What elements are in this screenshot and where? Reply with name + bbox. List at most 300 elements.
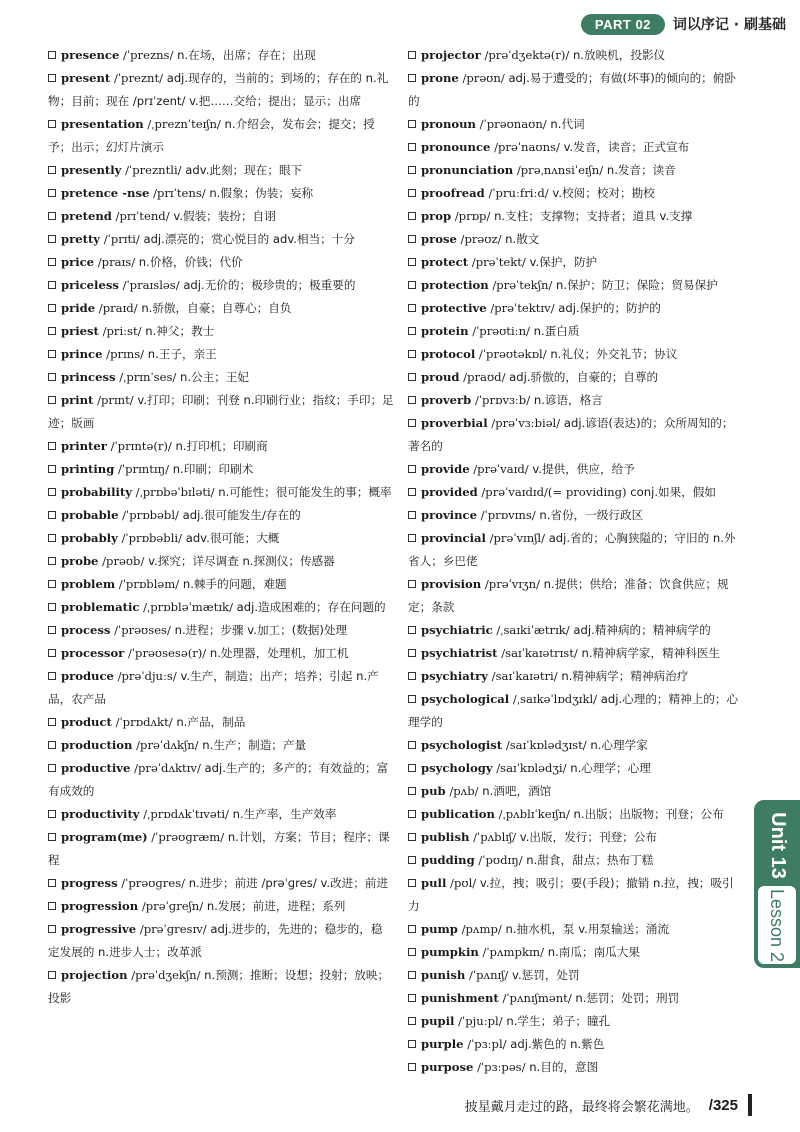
vocab-phonetic: /ˈprezntli/ [125,163,182,177]
checkbox-icon[interactable] [48,74,56,82]
checkbox-icon[interactable] [408,1040,416,1048]
vocab-definition: v.打印；印刷；刊登 n.印刷行业；指纹；手印；足迹；版画 [48,393,394,430]
vocab-phonetic: /ˈpruːfriːd/ [488,186,549,200]
vocab-word: pretend [61,209,112,223]
checkbox-icon[interactable] [408,488,416,496]
checkbox-icon[interactable] [408,212,416,220]
vocab-word: present [61,71,111,85]
vocab-phonetic: /ˈpʌnɪʃmənt/ [502,991,572,1005]
checkbox-icon[interactable] [48,810,56,818]
vocab-phonetic: /praʊd/ [463,370,506,384]
checkbox-icon[interactable] [408,74,416,82]
vocab-phonetic: /saɪˈkaɪətri/ [491,669,558,683]
vocab-word: printing [61,462,115,476]
vocab-phonetic: /ˈpɜːpəs/ [477,1060,526,1074]
vocab-phonetic: /prɪˈtend/ [115,209,170,223]
vocab-definition: adj.心理的；精神上的；心理学的 [408,692,739,729]
vocab-definition: n.神父；教士 [145,324,215,338]
vocab-word: provide [421,462,470,476]
vocab-definition: adj.现存的，当前的；到场的；存在的 n.礼物；目前；现在 /prɪˈzent/ v.把……交给；提出；显示；出席 [48,71,389,108]
vocab-entry [408,642,742,665]
checkbox-icon[interactable] [408,235,416,243]
checkbox-icon[interactable] [408,925,416,933]
vocab-phonetic: /ˌsaɪkiˈætrɪk/ [496,623,570,637]
checkbox-icon[interactable] [408,1063,416,1071]
checkbox-icon[interactable] [408,787,416,795]
vocab-word: psychiatrist [421,646,498,660]
vocab-definition: n.谚语，格言 [533,393,603,407]
vocab-phonetic: /prəˌnʌnsiˈeɪʃn/ [516,163,604,177]
checkbox-icon[interactable] [408,879,416,887]
vocab-definition: n.预测；推断；设想；投射；放映；投影 [48,968,390,1005]
vocab-entry [408,251,742,274]
vocab-entry [408,458,742,481]
vocab-phonetic: /pʌb/ [449,784,479,798]
vocab-word: psychology [421,761,493,775]
vocab-word: pride [61,301,96,315]
vocab-definition: adj.省的；心胸狭隘的；守旧的 n.外省人；乡巴佬 [408,531,736,568]
vocab-entry [408,228,742,251]
vocab-entry [48,297,394,320]
vocab-entry [408,619,742,642]
checkbox-icon[interactable] [408,672,416,680]
vocab-phonetic: /ˈpjuːpl/ [458,1014,503,1028]
vocab-definition: n.省份，一级行政区 [539,508,644,522]
vocab-word: protocol [421,347,476,361]
vocab-definition: n.保护；防卫；保险；贸易保护 [556,278,718,292]
vocab-phonetic: /ˈpʊdɪŋ/ [478,853,523,867]
vocab-entry [408,734,742,757]
vocab-definition: adj.造成困难的；存在问题的 [236,600,386,614]
vocab-definition: v.发音，读音；正式宣布 [563,140,690,154]
vocab-entry [48,711,394,734]
vocab-entry [48,757,394,803]
vocab-phonetic: /prɪns/ [106,347,145,361]
checkbox-icon[interactable] [408,120,416,128]
checkbox-icon[interactable] [408,281,416,289]
checkbox-icon[interactable] [408,1017,416,1025]
vocab-entry [48,573,394,596]
vocab-entry [48,251,394,274]
vocab-word: psychological [421,692,510,706]
vocab-definition: v.提供，供应，给予 [532,462,635,476]
page-footer [465,1094,752,1116]
checkbox-icon[interactable] [408,350,416,358]
vocab-word: prone [421,71,459,85]
checkbox-icon[interactable] [48,626,56,634]
vocab-phonetic: /praɪd/ [98,301,138,315]
checkbox-icon[interactable] [48,718,56,726]
vocab-entry [48,320,394,343]
vocab-word: priceless [61,278,119,292]
vocab-definition: n.心理学家 [590,738,648,752]
vocab-entry [408,1056,742,1079]
checkbox-icon[interactable] [48,557,56,565]
checkbox-icon[interactable] [408,695,416,703]
vocab-entry [408,941,742,964]
vocab-phonetic: /prəˈnaʊns/ [494,140,560,154]
checkbox-icon[interactable] [408,534,416,542]
vocab-entry [408,665,742,688]
vocab-definition: n.价格，价钱；代价 [138,255,243,269]
vocab-word: provided [421,485,478,499]
checkbox-icon[interactable] [48,649,56,657]
vocab-phonetic: /prəˈvaɪdɪd/(= providing) [481,485,627,499]
vocab-definition: adj.保护的；防护的 [558,301,661,315]
vocab-definition: n.散文 [505,232,540,246]
vocab-definition: n.惩罚；处罚；刑罚 [575,991,680,1005]
checkbox-icon[interactable] [48,304,56,312]
checkbox-icon[interactable] [408,304,416,312]
checkbox-icon[interactable] [48,281,56,289]
vocab-entry [408,412,742,458]
vocab-definition: n.打印机；印刷商 [175,439,268,453]
vocab-phonetic: /ˈprəʊɡres/ [121,876,186,890]
checkbox-icon[interactable] [48,189,56,197]
checkbox-icon[interactable] [408,419,416,427]
vocab-definition: adv.此刻；现在；眼下 [185,163,303,177]
checkbox-icon[interactable] [408,856,416,864]
vocab-word: progression [61,899,139,913]
vocab-definition: n.心理学；心理 [570,761,651,775]
vocab-definition: conj.如果，假如 [630,485,716,499]
vocab-word: price [61,255,95,269]
vocab-word: progressive [61,922,137,936]
vocab-definition: n.在场，出席；存在；出现 [177,48,316,62]
vocab-definition: n.发音；读音 [606,163,676,177]
vocab-word: prince [61,347,103,361]
vocab-word: purple [421,1037,464,1051]
vocab-phonetic: /pʊl/ [450,876,477,890]
vocab-entry [408,481,742,504]
checkbox-icon[interactable] [48,212,56,220]
checkbox-icon[interactable] [408,810,416,818]
vocab-entry [408,366,742,389]
vocab-phonetic: /prəˈdʒektə(r)/ [484,48,570,62]
vocab-entry [408,826,742,849]
vocab-phonetic: /prɪˈtens/ [153,186,206,200]
vocab-entry [48,44,394,67]
vocab-word: punishment [421,991,499,1005]
checkbox-icon[interactable] [48,442,56,450]
checkbox-icon[interactable] [48,373,56,381]
vocab-phonetic: /ˌprɒbəˈbɪləti/ [135,485,215,499]
vocab-definition: v.生产，制造；出产；培养；引起 n.产品，农产品 [48,669,379,706]
vocab-definition: n.精神病学；精神病治疗 [561,669,689,683]
part-badge: PART 02 [581,14,665,35]
vocab-entry [48,872,394,895]
checkbox-icon[interactable] [408,971,416,979]
vocab-entry [408,159,742,182]
vocab-word: pump [421,922,458,936]
vocab-word: print [61,393,94,407]
vocab-entry [48,274,394,297]
vocab-definition: n.酒吧，酒馆 [482,784,552,798]
vocab-phonetic: /ˈpraɪsləs/ [122,278,180,292]
checkbox-icon[interactable] [48,971,56,979]
vocab-phonetic: /ˈpʌnɪʃ/ [469,968,509,982]
page-number: /325 [708,1096,738,1114]
vocab-entry [48,596,394,619]
vocab-word: production [61,738,133,752]
vocab-phonetic: /prəˈvɜːbiəl/ [491,416,561,430]
vocab-definition: n.抽水机，泵 v.用泵输送；涌流 [505,922,669,936]
vocab-entry [408,274,742,297]
vocab-definition: adj.很可能发生/存在的 [182,508,301,522]
checkbox-icon[interactable] [48,833,56,841]
vocab-word: program(me) [61,830,148,844]
vocab-phonetic: /saɪˈkɒlədʒi/ [496,761,567,775]
vocab-word: pretence -nse [61,186,150,200]
vocab-entry [48,550,394,573]
vocab-entry [48,826,394,872]
vocab-entry [408,343,742,366]
vocab-entry [48,458,394,481]
checkbox-icon[interactable] [48,764,56,772]
vocab-definition: n.假象；伪装；妄称 [209,186,314,200]
vocab-phonetic: /ˈprəʊtəkɒl/ [478,347,547,361]
checkbox-icon[interactable] [48,258,56,266]
vocab-word: probably [61,531,118,545]
vocab-entry [408,780,742,803]
checkbox-icon[interactable] [48,235,56,243]
checkbox-icon[interactable] [48,350,56,358]
checkbox-icon[interactable] [48,511,56,519]
vocab-phonetic: /saɪˈkɒlədʒɪst/ [505,738,587,752]
checkbox-icon[interactable] [48,580,56,588]
page-number-bar [748,1094,752,1116]
vocab-phonetic: /prəˈvɪnʃl/ [489,531,545,545]
checkbox-icon[interactable] [408,994,416,1002]
vocab-phonetic: /ˈprɒvɪns/ [480,508,536,522]
vocab-word: problem [61,577,116,591]
vocab-entry [408,688,742,734]
vocab-phonetic: /ˈprezns/ [123,48,174,62]
vocab-entry [408,803,742,826]
vocab-definition: adv.很可能；大概 [185,531,280,545]
vocab-definition: n.代词 [550,117,585,131]
checkbox-icon[interactable] [408,143,416,151]
checkbox-icon[interactable] [48,672,56,680]
vocab-word: pupil [421,1014,455,1028]
vocab-definition: n.放映机，投影仪 [572,48,666,62]
vocab-entry [408,849,742,872]
vocab-definition: adj.易于遭受的；有做(坏事)的倾向的；俯卧的 [408,71,736,108]
vocab-definition: n.计划，方案；节目；程序；课程 [48,830,390,867]
vocab-definition: n.南瓜；南瓜大果 [547,945,640,959]
vocab-definition: adj.紫色的 n.紫色 [510,1037,605,1051]
vocab-definition: n.介绍会，发布会；提交；授予；出示；幻灯片演示 [48,117,375,154]
vocab-phonetic: /saɪˈkaɪətrɪst/ [501,646,578,660]
vocab-word: projection [61,968,128,982]
vocab-phonetic: /ˈprəʊsesə(r)/ [127,646,207,660]
vocab-entry [408,918,742,941]
checkbox-icon[interactable] [48,465,56,473]
vocab-entry [408,182,742,205]
vocab-word: pronunciation [421,163,514,177]
vocab-word: productivity [61,807,140,821]
checkbox-icon[interactable] [408,327,416,335]
vocab-phonetic: /ˈprəʊnaʊn/ [479,117,547,131]
vocab-phonetic: /pʌmp/ [461,922,502,936]
vocab-phonetic: /ˈprəʊses/ [114,623,171,637]
vocab-entry [408,205,742,228]
vocab-phonetic: /ˌsaɪkəˈlɒdʒɪkl/ [512,692,598,706]
vocab-word: purpose [421,1060,474,1074]
checkbox-icon[interactable] [408,626,416,634]
vocab-definition: n.处理器，处理机，加工机 [209,646,349,660]
vocab-phonetic: /prəˈdʒekʃn/ [131,968,201,982]
checkbox-icon[interactable] [48,925,56,933]
vocab-word: priest [61,324,99,338]
checkbox-icon[interactable] [408,396,416,404]
vocab-phonetic: /prəʊz/ [460,232,502,246]
footer-motto: 披星戴月走过的路，最终将会繁花满地。 [464,1099,699,1115]
vocab-phonetic: /praɪs/ [97,255,136,269]
vocab-definition: adj.谚语(表达)的；众所周知的；著名的 [408,416,734,453]
vocab-phonetic: /ˈprɒbəbl/ [122,508,179,522]
vocab-entry [408,1033,742,1056]
vocab-definition: v.拉，拽；吸引；要(手段)；撤销 n.拉，拽；吸引力 [408,876,734,913]
checkbox-icon[interactable] [408,649,416,657]
vocab-entry [48,619,394,642]
vocab-word: protect [421,255,469,269]
section-title: 词以序记 · 刷基础 [672,17,786,33]
vocab-definition: adj.精神病的；精神病学的 [573,623,711,637]
vocab-word: psychiatry [421,669,488,683]
vocab-word: proud [421,370,460,384]
checkbox-icon[interactable] [48,603,56,611]
vocab-definition: v.保护，防护 [529,255,598,269]
vocab-word: productive [61,761,131,775]
checkbox-icon[interactable] [408,189,416,197]
vocab-definition: n.骄傲，自豪；自尊心；自负 [141,301,292,315]
vocab-word: processor [61,646,125,660]
vocab-entry [48,389,394,435]
vocab-word: pub [421,784,446,798]
checkbox-icon[interactable] [48,902,56,910]
checkbox-icon[interactable] [408,580,416,588]
checkbox-icon[interactable] [48,488,56,496]
vocab-word: probable [61,508,119,522]
vocab-definition: adj.无价的；极珍贵的；极重要的 [183,278,356,292]
vocab-entry [408,320,742,343]
unit-label: Unit 13 [766,811,789,879]
checkbox-icon[interactable] [48,327,56,335]
checkbox-icon[interactable] [48,879,56,887]
vocab-definition: n.进程；步骤 v.加工；(数据)处理 [174,623,348,637]
vocab-definition: n.可能性；很可能发生的事；概率 [218,485,392,499]
checkbox-icon[interactable] [408,258,416,266]
vocab-phonetic: /ˈprəʊtiːn/ [472,324,530,338]
vocab-entry [48,159,394,182]
checkbox-icon[interactable] [408,373,416,381]
vocab-word: presently [61,163,122,177]
vocab-word: presence [61,48,120,62]
vocab-phonetic: /prɪnt/ [97,393,134,407]
vocab-entry [408,67,742,113]
vocab-word: problematic [61,600,140,614]
vocab-entry [48,527,394,550]
vocab-word: protein [421,324,469,338]
vocab-phonetic: /prəʊn/ [462,71,505,85]
checkbox-icon[interactable] [48,51,56,59]
vocab-phonetic: /ˈprɒdʌkt/ [115,715,173,729]
vocab-phonetic: /ˌprɪnˈses/ [119,370,177,384]
vocab-entry [48,803,394,826]
vocab-phonetic: /ˈprɪntɪŋ/ [118,462,170,476]
vocab-phonetic: /ˌprɒdʌkˈtɪvəti/ [143,807,229,821]
vocab-word: province [421,508,477,522]
vocab-entry [48,734,394,757]
vocab-word: projector [421,48,481,62]
checkbox-icon[interactable] [408,764,416,772]
checkbox-icon[interactable] [408,465,416,473]
vocab-entry [48,665,394,711]
checkbox-icon[interactable] [408,51,416,59]
vocab-word: proverbial [421,416,488,430]
checkbox-icon[interactable] [48,166,56,174]
checkbox-icon[interactable] [48,534,56,542]
vocab-word: product [61,715,112,729]
vocab-phonetic: /prəˈɡresɪv/ [139,922,207,936]
vocab-entry [408,113,742,136]
checkbox-icon[interactable] [408,741,416,749]
vocab-entry [48,642,394,665]
checkbox-icon[interactable] [408,833,416,841]
checkbox-icon[interactable] [48,120,56,128]
vocab-word: proofread [421,186,485,200]
vocab-entry [48,895,394,918]
vocab-word: presentation [61,117,144,131]
vocab-definition: adj.生产的；多产的；有效益的；富有成效的 [48,761,389,798]
vocab-definition: v.校阅；校对；勘校 [552,186,655,200]
vocab-phonetic: /ˈpɜːpl/ [467,1037,507,1051]
vocab-entry [408,872,742,918]
checkbox-icon[interactable] [408,948,416,956]
vocab-definition: v.探究；详尽调查 n.探测仪；传感器 [148,554,335,568]
lesson-label-box [758,886,796,964]
checkbox-icon[interactable] [48,741,56,749]
vocab-word: produce [61,669,114,683]
vocab-word: publication [421,807,495,821]
checkbox-icon[interactable] [408,166,416,174]
vocab-entry [408,44,742,67]
vocab-entry [48,964,394,1010]
vocab-phonetic: /ˈprɪti/ [103,232,140,246]
vocab-entry [48,366,394,389]
vocab-word: princess [61,370,116,384]
vocab-entry [408,504,742,527]
vocab-phonetic: /prəˈtekʃn/ [492,278,553,292]
vocab-word: progress [61,876,118,890]
checkbox-icon[interactable] [408,511,416,519]
vocab-definition: v.惩罚，处罚 [512,968,580,982]
vocab-entry [48,67,394,113]
vocab-word: printer [61,439,107,453]
page-header [581,10,786,38]
vocab-word: psychologist [421,738,503,752]
vocab-word: proverb [421,393,472,407]
vocab-phonetic: /ˈpʌmpkɪn/ [482,945,545,959]
checkbox-icon[interactable] [48,396,56,404]
vocab-phonetic: /ˌpreznˈteɪʃn/ [147,117,221,131]
vocab-entry [48,435,394,458]
vocab-phonetic: /prəˈdʌkʃn/ [136,738,199,752]
vocab-word: probe [61,554,99,568]
vocab-word: process [61,623,111,637]
vocab-word: pumpkin [421,945,479,959]
